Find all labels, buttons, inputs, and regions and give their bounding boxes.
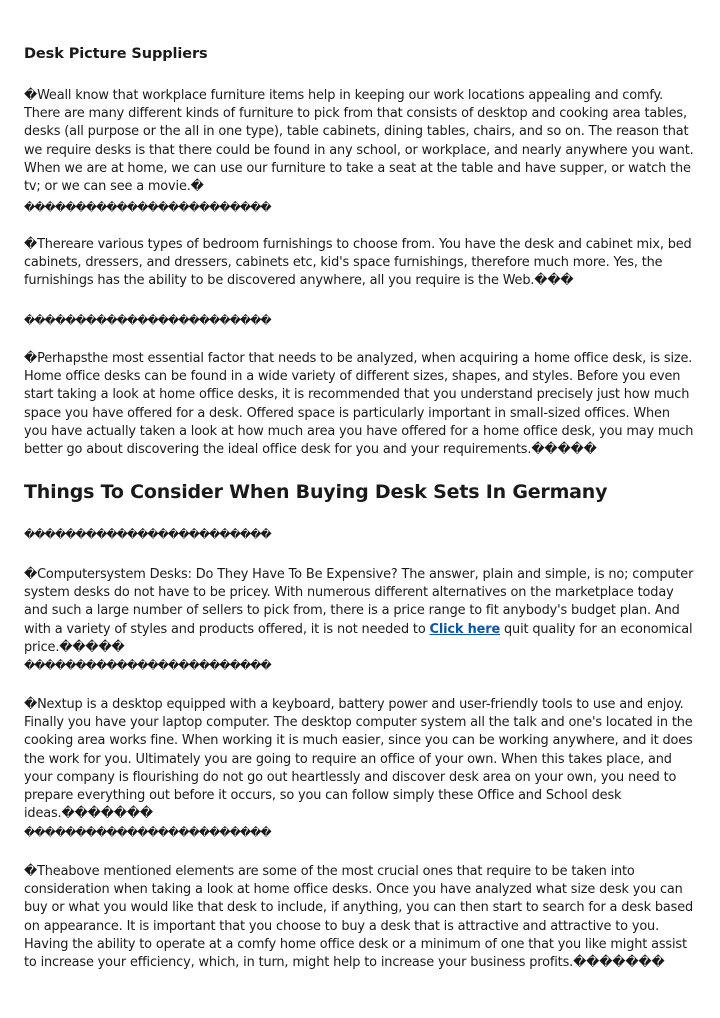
paragraph-conclusion: �Theabove mentioned elements are some of the most crucial ones that require to be taken into consideration when taking a look at home office desks. Once you have analyzed what size desk you can buy or what you would like that desk to include, if anything, you can then start to search for a desk based on appearance. It is important that you choose to buy a desk that is attractive and attractive to you. Having the ability to operate at a comfy home office desk or a minimum of one that you like might assist to increase your efficiency, which, in turn, might help to increase your business profits.�������: [24, 864, 694, 971]
glyph-row: ������������������������: [24, 201, 271, 214]
click-here-link[interactable]: Click here: [429, 621, 501, 637]
paragraph-computer-desks: [24, 566, 696, 657]
glyph-row: ������������������������: [24, 826, 271, 839]
paragraph-text: �Computersystem Desks: Do They Have To Be Expensive? The answer, plain and simple, is no; computer system desks do not have to be pricey. With numerous different alternatives on the marketplace today and such a large number of sellers to pick from, there is a price range to fit anybody's budget plan. And with a variety of styles and products offered, it is not needed to: [24, 567, 694, 637]
paragraph-furnishings: �Thereare various types of bedroom furnishings to choose from. You have the desk and cabinet mix, bed cabinets, dressers, and dressers, cabinets etc, kid's space furnishings, therefore much more. Yes, the furnishings has the ability to be discovered anywhere, all you require is the Web.���: [24, 237, 692, 289]
glyph-row: ������������������������: [24, 528, 271, 541]
paragraph-text: quit quality for an economical price.�����: [24, 621, 693, 655]
paragraph-size: �Perhapsthe most essential factor that needs to be analyzed, when acquiring a home office desk, is size. Home office desks can be found in a wide variety of different sizes, shapes, and styles. Before you even start taking a look at home office desks, it is recommended that you understand precisely just how much space you have offered for a desk. Offered space is particularly important in small-sized offices. When you have actually taken a look at how much area you have offered for a home office desk, you may much better go about discovering the ideal office desk for you and your requirements.�����: [24, 351, 694, 458]
glyph-row: ������������������������: [24, 314, 271, 327]
paragraph-desktop: �Nextup is a desktop equipped with a keyboard, battery power and user-friendly tools to use and enjoy. Finally you have your laptop computer. The desktop computer system all the talk and one's located in the cooking area works fine. When working it is much easier, since you can be working anywhere, and it does the work for you. Ultimately you are going to require an office of your own. When this takes place, and your company is flourishing do not go out heartlessly and discover desk area on your own, you need to prepare everything out before it occurs, so you can follow simply these Office and School desk ideas.�������: [24, 697, 693, 822]
section-heading: Things To Consider When Buying Desk Sets In Germany: [24, 481, 608, 503]
page-title: Desk Picture Suppliers: [24, 46, 208, 62]
paragraph-intro: �Weall know that workplace furniture items help in keeping our work locations appealing and comfy. There are many different kinds of furniture to pick from that consists of desktop and cooking area tables, desks (all purpose or the all in one type), table cabinets, dining tables, chairs, and so on. The reason that we require desks is that there could be found in any school, or workplace, and nearly anywhere you want. When we are at home, we can use our furniture to take a seat at the table and have supper, or watch the tv; or we can see a movie.�: [24, 88, 694, 195]
glyph-row: ������������������������: [24, 659, 271, 672]
